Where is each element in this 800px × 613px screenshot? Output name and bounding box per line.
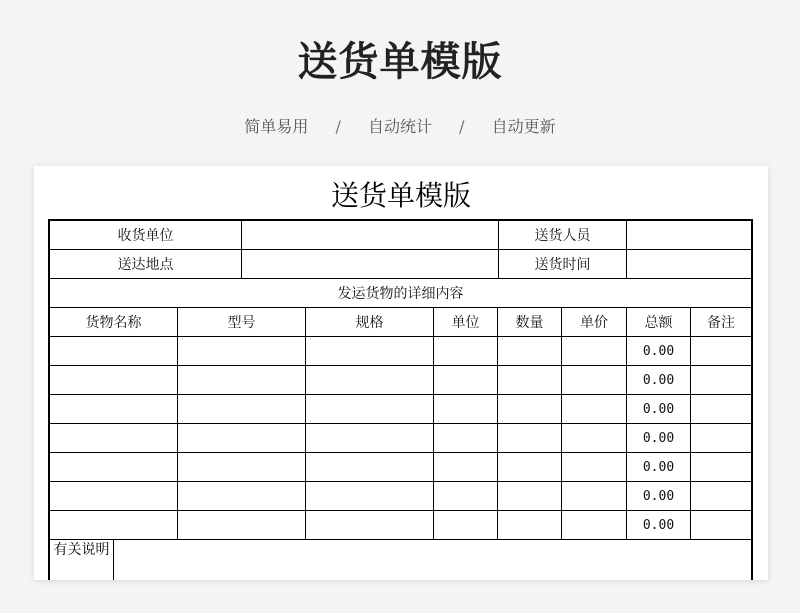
item-total-cell[interactable]: 0.00 — [627, 511, 691, 539]
delivery-form-table — [48, 219, 753, 580]
item-price-cell[interactable] — [562, 395, 627, 423]
address-label: 送达地点 — [50, 250, 242, 278]
item-unit-cell[interactable] — [434, 366, 498, 394]
column-header-name: 货物名称 — [50, 308, 178, 336]
item-model-cell[interactable] — [178, 395, 306, 423]
item-qty-cell[interactable] — [498, 395, 562, 423]
sheet-title: 送货单模版 — [330, 179, 471, 212]
item-price-cell[interactable] — [562, 511, 627, 539]
item-model-cell[interactable] — [178, 424, 306, 452]
item-note-cell[interactable] — [691, 337, 751, 365]
item-spec-cell[interactable] — [306, 366, 434, 394]
delivery-time-label: 送货时间 — [499, 250, 627, 278]
item-model-cell[interactable] — [178, 337, 306, 365]
item-price-cell[interactable] — [562, 482, 627, 510]
separator: / — [459, 117, 465, 136]
item-unit-cell[interactable] — [434, 395, 498, 423]
details-caption-row — [50, 279, 751, 308]
column-header-unit: 单位 — [434, 308, 498, 336]
item-total-cell[interactable]: 0.00 — [627, 453, 691, 481]
spreadsheet-preview — [34, 166, 768, 580]
item-qty-cell[interactable] — [498, 453, 562, 481]
item-note-cell[interactable] — [691, 453, 751, 481]
column-header-note: 备注 — [707, 315, 735, 331]
delivery-person-value-cell[interactable] — [627, 221, 751, 249]
table-row — [50, 424, 751, 453]
item-name-cell[interactable] — [50, 482, 178, 510]
address-value-cell[interactable] — [242, 250, 499, 278]
item-price-cell[interactable] — [562, 424, 627, 452]
item-model-cell[interactable] — [178, 482, 306, 510]
column-header-qty: 数量 — [498, 308, 562, 336]
item-spec-cell[interactable] — [306, 337, 434, 365]
item-model-cell[interactable] — [178, 511, 306, 539]
item-note-cell[interactable] — [691, 424, 751, 452]
table-row — [50, 337, 751, 366]
delivery-time-value-cell[interactable] — [627, 250, 751, 278]
item-unit-cell[interactable] — [434, 337, 498, 365]
item-qty-cell[interactable] — [498, 337, 562, 365]
info-row-receiver — [50, 221, 751, 250]
column-header-total: 总额 — [627, 308, 691, 336]
item-name-cell[interactable] — [50, 366, 178, 394]
separator: / — [335, 117, 341, 136]
item-model-cell[interactable] — [178, 366, 306, 394]
receiver-value-cell[interactable] — [242, 221, 499, 249]
table-row — [50, 395, 751, 424]
column-header-spec: 规格 — [306, 308, 434, 336]
receiver-label: 收货单位 — [50, 221, 242, 249]
delivery-person-label: 送货人员 — [499, 221, 627, 249]
feature-easy: 简单易用 — [244, 117, 309, 136]
item-total-cell[interactable]: 0.00 — [627, 482, 691, 510]
item-note-cell[interactable] — [691, 395, 751, 423]
item-qty-cell[interactable] — [498, 424, 562, 452]
item-name-cell[interactable] — [50, 424, 178, 452]
item-total-cell[interactable]: 0.00 — [627, 395, 691, 423]
item-name-cell[interactable] — [50, 511, 178, 539]
item-price-cell[interactable] — [562, 366, 627, 394]
table-row — [50, 482, 751, 511]
item-spec-cell[interactable] — [306, 511, 434, 539]
item-total-cell[interactable]: 0.00 — [627, 424, 691, 452]
table-row — [50, 511, 751, 540]
item-spec-cell[interactable] — [306, 395, 434, 423]
notes-label: 有关说明 — [50, 540, 114, 580]
item-total-cell[interactable]: 0.00 — [627, 337, 691, 365]
item-unit-cell[interactable] — [434, 511, 498, 539]
item-name-cell[interactable] — [50, 337, 178, 365]
item-price-cell[interactable] — [562, 337, 627, 365]
item-note-cell[interactable] — [691, 366, 751, 394]
info-row-address — [50, 250, 751, 279]
item-name-cell[interactable] — [50, 395, 178, 423]
item-unit-cell[interactable] — [434, 424, 498, 452]
feature-tagline — [0, 114, 800, 137]
item-spec-cell[interactable] — [306, 453, 434, 481]
item-spec-cell[interactable] — [306, 482, 434, 510]
item-total-cell[interactable]: 0.00 — [627, 366, 691, 394]
item-model-cell[interactable] — [178, 453, 306, 481]
item-unit-cell[interactable] — [434, 453, 498, 481]
item-qty-cell[interactable] — [498, 511, 562, 539]
page-title: 送货单模版 — [297, 39, 503, 85]
column-header-row — [50, 308, 751, 337]
item-qty-cell[interactable] — [498, 482, 562, 510]
item-name-cell[interactable] — [50, 453, 178, 481]
feature-auto-stats: 自动统计 — [367, 117, 432, 136]
column-header-price: 单价 — [562, 308, 627, 336]
item-note-cell[interactable] — [691, 482, 751, 510]
notes-row — [50, 540, 751, 580]
feature-auto-update: 自动更新 — [491, 117, 556, 136]
table-row — [50, 453, 751, 482]
item-qty-cell[interactable] — [498, 366, 562, 394]
item-unit-cell[interactable] — [434, 482, 498, 510]
item-rows — [50, 337, 751, 540]
details-caption: 发运货物的详细内容 — [337, 286, 464, 302]
table-row — [50, 366, 751, 395]
column-header-model: 型号 — [178, 308, 306, 336]
item-note-cell[interactable] — [691, 511, 751, 539]
item-spec-cell[interactable] — [306, 424, 434, 452]
item-price-cell[interactable] — [562, 453, 627, 481]
